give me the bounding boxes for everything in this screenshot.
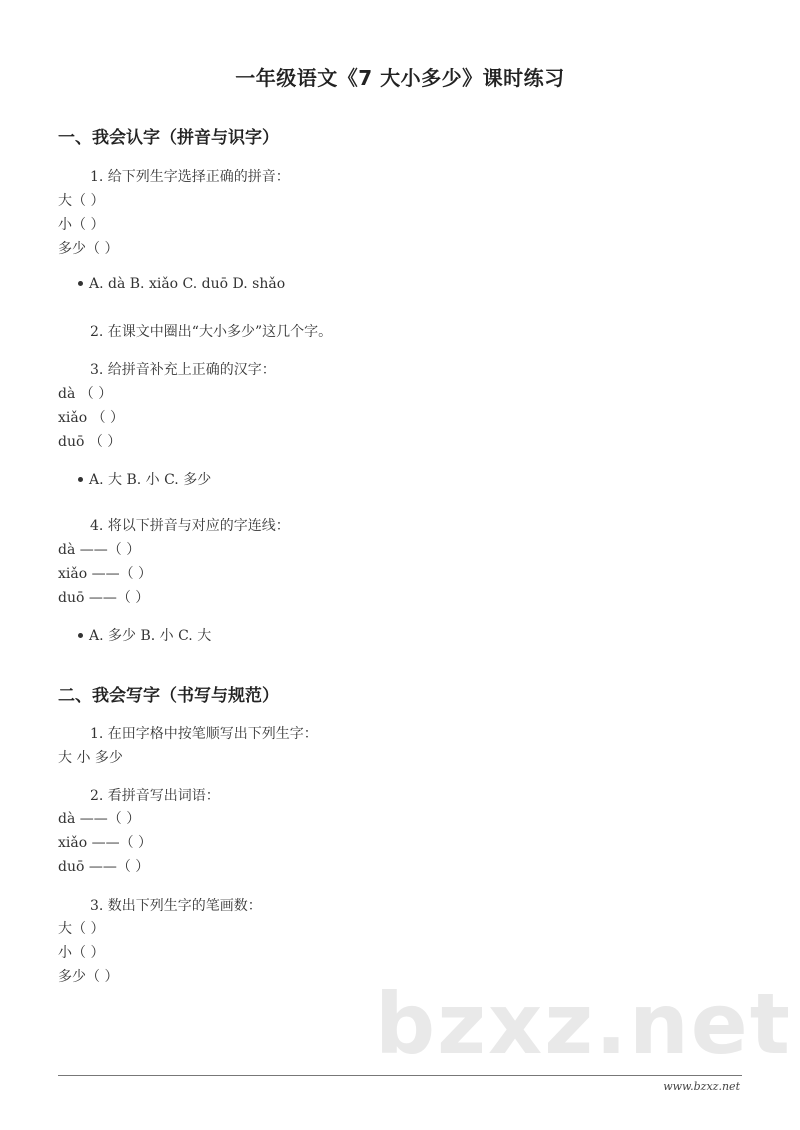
bullet-icon	[78, 633, 83, 638]
answer-line: dà ——（ ）	[58, 811, 141, 827]
answer-line: dà （ ）	[58, 386, 113, 402]
question-1-prompt: 1. 给下列生字选择正确的拼音：	[90, 169, 290, 185]
options-list	[78, 625, 211, 645]
footer-url: www.bzxz.net	[663, 1080, 740, 1093]
answer-line: dà ——（ ）	[58, 542, 141, 558]
footer-divider	[58, 1075, 742, 1076]
bullet-icon	[78, 477, 83, 482]
page-title: 一年级语文《7 大小多少》课时练习	[235, 66, 565, 90]
answer-line: 大 小 多少	[58, 750, 123, 766]
bullet-icon	[78, 281, 83, 286]
question-2-prompt: 2. 在课文中圈出“大小多少”这几个字。	[90, 324, 333, 340]
answer-line: 大（ ）	[58, 921, 105, 937]
answer-line: xiǎo ——（ ）	[58, 835, 153, 851]
options-list	[78, 276, 285, 292]
section-heading-write: 二、我会写字（书写与规范）	[58, 686, 279, 706]
question-4-prompt: 4. 将以下拼音与对应的字连线：	[90, 518, 290, 534]
options-text: A. dà B. xiǎo C. duō D. shǎo	[89, 276, 286, 292]
section-heading-recognize: 一、我会认字（拼音与识字）	[58, 128, 279, 148]
answer-line: 多少（ ）	[58, 969, 119, 985]
answer-line: 多少（ ）	[58, 241, 119, 257]
options-text: A. 大 B. 小 C. 多少	[89, 472, 212, 488]
answer-line: duō ——（ ）	[58, 859, 150, 875]
watermark: bzxz.net	[375, 975, 792, 1073]
question-3-prompt: 3. 数出下列生字的笔画数：	[90, 898, 262, 914]
answer-line: duō ——（ ）	[58, 590, 150, 606]
question-1-prompt: 1. 在田字格中按笔顺写出下列生字：	[90, 726, 318, 742]
answer-line: xiǎo （ ）	[58, 410, 125, 426]
answer-line: duō （ ）	[58, 434, 122, 450]
question-3-prompt: 3. 给拼音补充上正确的汉字：	[90, 362, 276, 378]
options-list	[78, 469, 211, 489]
answer-line: xiǎo ——（ ）	[58, 566, 153, 582]
answer-line: 小（ ）	[58, 945, 105, 961]
answer-line: 大（ ）	[58, 193, 105, 209]
question-2-prompt: 2. 看拼音写出词语：	[90, 788, 220, 804]
options-text: A. 多少 B. 小 C. 大	[89, 628, 212, 644]
answer-line: 小（ ）	[58, 217, 105, 233]
